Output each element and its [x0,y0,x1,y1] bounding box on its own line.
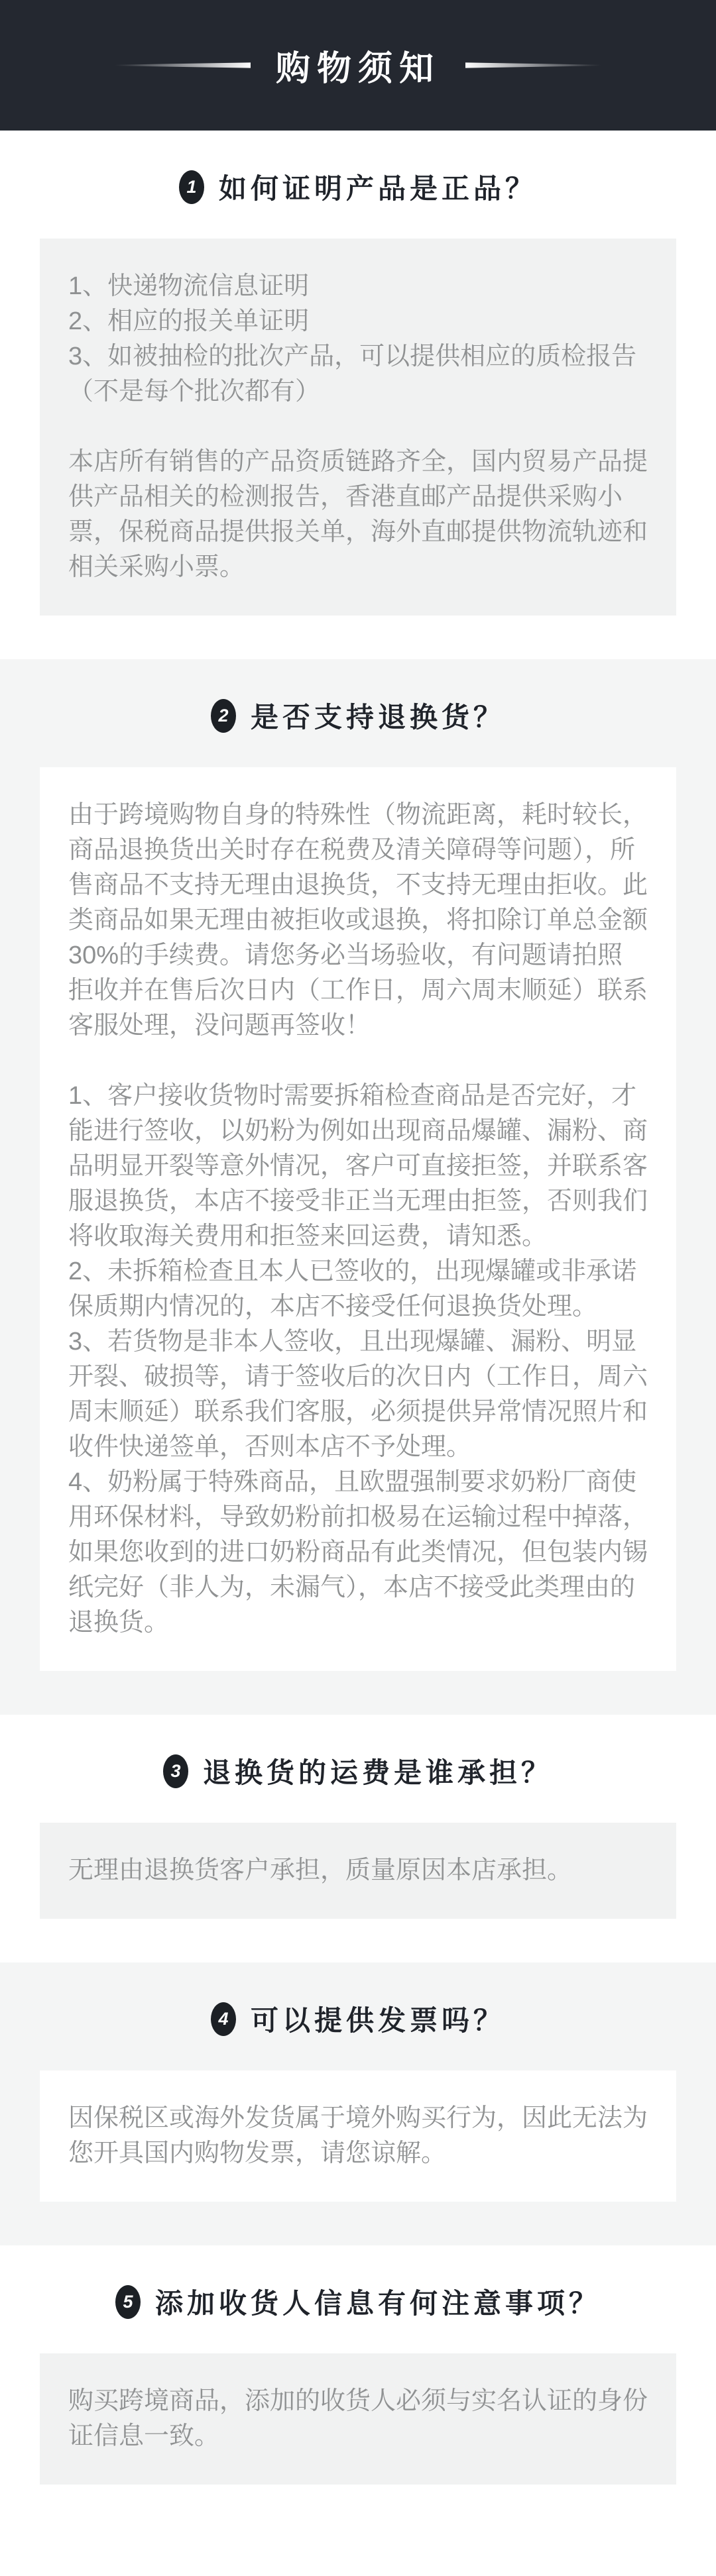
question-number-badge: 3 [163,1754,188,1788]
page-header [0,0,716,131]
info-paragraph: 由于跨境购物自身的特殊性（物流距离，耗时较长，商品退换货出关时存在税费及清关障碍等问题），所售商品不支持无理由退换货，不支持无理由拒收。此类商品如果无理由被拒收或退换，将扣除订单总金额30%的手续费。请您务必当场验收，有问题请拍照拒收并在售后次日内（工作日，周六周末顺延）联系客服处理，没问题再签收！ [68,801,648,1040]
sections-container [0,131,716,2528]
info-paragraph: 购买跨境商品，添加的收货人必须与实名认证的身份证信息一致。 [68,2387,648,2450]
question-number-badge: 4 [211,2002,236,2036]
header-deco-line-left [115,62,251,68]
question-number-badge: 2 [211,699,236,733]
info-line: （不是每个批次都有） [68,378,321,405]
info-paragraph: 因保税区或海外发货属于境外购买行为，因此无法为您开具国内购物发票，请您谅解。 [68,2104,648,2167]
qa-section [0,659,716,1715]
info-line: 2、相应的报关单证明 [68,307,310,335]
section-title [0,167,716,207]
info-paragraph: 1、客户接收货物时需要拆箱检查商品是否完好，才能进行签收，以奶粉为例如出现商品爆罐、漏粉、商品明显开裂等意外情况，客户可直接拒签，并联系客服退换货，本店不接受非正当无理由拒签，否则我们将收取海关费用和拒签来回运费，请知悉。 [68,1082,648,1250]
info-paragraph: 无理由退换货客户承担，质量原因本店承担。 [68,1856,573,1884]
question-text: 退换货的运费是谁承担？ [202,1757,553,1788]
qa-section [0,1962,716,2245]
question-text: 可以提供发票吗？ [250,2005,505,2036]
info-paragraph: 本店所有销售的产品资质链路齐全，国内贸易产品提供产品相关的检测报告，香港直邮产品提供采购小票，保税商品提供报关单，海外直邮提供物流轨迹和相关采购小票。 [68,448,648,581]
info-box [40,2070,676,2202]
header-deco-line-right [465,62,601,68]
qa-section [0,2245,716,2528]
qa-section [0,1715,716,1962]
info-paragraph: 4、奶粉属于特殊商品，且欧盟强制要求奶粉厂商使用环保材料，导致奶粉前扣极易在运输过程中掉落，如果您收到的进口奶粉商品有此类情况，但包装内锡纸完好（非人为，未漏气），本店不接受此类理由的退换货。 [68,1468,648,1637]
section-title [0,1999,716,2039]
section-title [0,696,716,735]
info-box [40,1823,676,1919]
question-number-badge: 5 [115,2285,141,2319]
info-line: 3、如被抽检的批次产品，可以提供相应的质检报告 [68,343,637,370]
question-text: 是否支持退换货？ [250,702,505,733]
section-title [0,2282,716,2322]
info-line: 1、快递物流信息证明 [68,272,310,300]
question-text: 如何证明产品是正品？ [218,173,537,204]
info-box [40,239,676,616]
qa-section [0,131,716,659]
section-title [0,1751,716,1791]
page-title: 购物须知 [275,50,440,88]
info-box [40,2353,676,2485]
question-text: 添加收货人信息有何注意事项？ [154,2288,601,2319]
info-box [40,767,676,1671]
info-paragraph: 3、若货物是非本人签收，且出现爆罐、漏粉、明显开裂、破损等，请于签收后的次日内（工作日，周六周末顺延）联系我们客服，必须提供异常情况照片和收件快递签单，否则本店不予处理。 [68,1328,648,1461]
question-number-badge: 1 [179,170,204,204]
info-paragraph: 2、未拆箱检查且本人已签收的，出现爆罐或非承诺保质期内情况的，本店不接受任何退换货处理。 [68,1258,637,1320]
